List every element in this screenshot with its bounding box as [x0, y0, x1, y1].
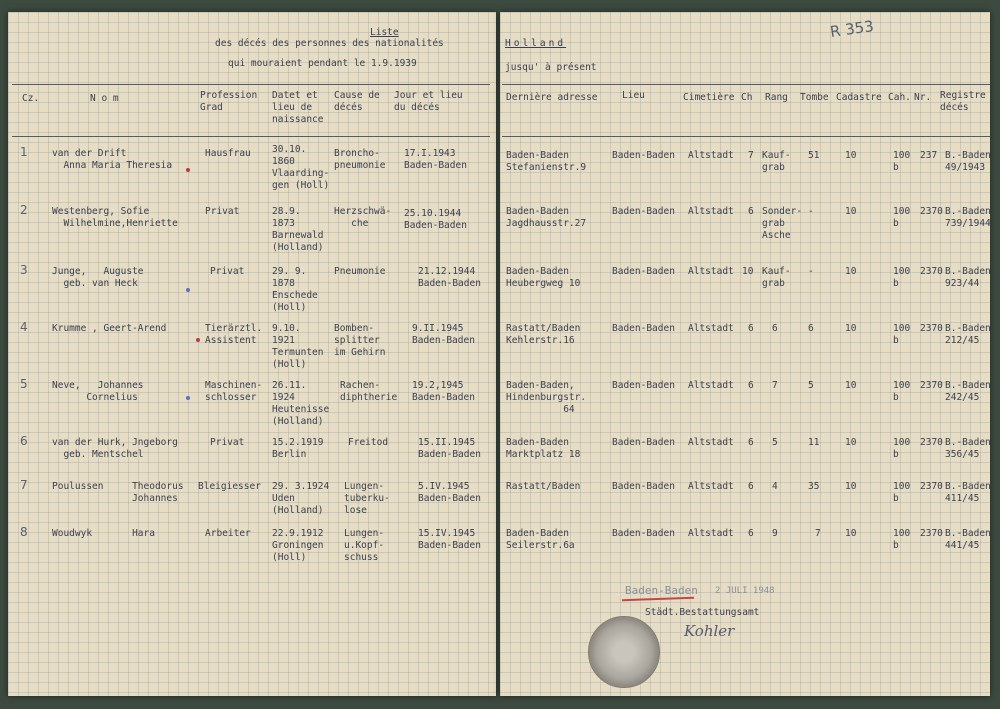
row-rang: Kauf- grab — [762, 150, 791, 173]
signature: Kohler — [684, 622, 735, 640]
row-death: 9.II.1945 Baden-Baden — [412, 323, 475, 346]
row-registre: B.-Baden 739/1944 — [945, 206, 991, 229]
row-tombe: 7 — [815, 528, 821, 539]
ink-dot — [186, 396, 190, 400]
row-tombe: - — [808, 206, 814, 217]
row-rang: Sonder- grab Asche — [762, 206, 803, 241]
row-name: Poulussen Theodorus Johannes — [52, 481, 184, 504]
row-lieu: Baden-Baden — [612, 437, 675, 448]
row-lieu: Baden-Baden — [612, 206, 675, 217]
row-no: 2370 — [920, 528, 943, 539]
row-cemetery: Altstadt — [688, 380, 734, 391]
row-profession: Privat — [210, 437, 245, 448]
row-profession: Tierärztl. Assistent — [205, 323, 263, 346]
title-date-line: qui mouraient pendant le 1.9.1939 — [228, 58, 417, 69]
row-birth: 15.2.1919 Berlin — [272, 437, 324, 460]
row-no: 237 — [920, 150, 938, 161]
row-number: 6 — [20, 434, 28, 448]
row-registre: B.-Baden 212/45 — [945, 323, 991, 346]
row-no: 2370 — [920, 437, 943, 448]
header-rule-top-right — [502, 84, 990, 85]
header-cemetery: Cimetière — [683, 92, 735, 103]
row-name: Woudwyk Hara — [52, 528, 155, 539]
row-ch: 7 — [748, 150, 754, 161]
row-address: Baden-Baden Jagdhausstr.27 — [506, 206, 587, 229]
row-cadastre: 10 — [845, 206, 857, 217]
row-cadastre: 10 — [845, 150, 857, 161]
header-death: Jour et lieu du décés — [394, 90, 463, 113]
row-lieu: Baden-Baden — [612, 323, 675, 334]
row-cause: Herzschwä- che — [334, 206, 392, 229]
row-cah: 100 b — [893, 266, 911, 289]
row-name: van der Hurk, Jngeborg geb. Mentschel — [52, 437, 178, 460]
row-cadastre: 10 — [845, 437, 857, 448]
row-registre: B.-Baden 923/44 — [945, 266, 991, 289]
row-address: Baden-Baden Heubergweg 10 — [506, 266, 581, 289]
row-tombe: 51 — [808, 150, 820, 161]
row-no: 2370 — [920, 323, 943, 334]
row-profession: Privat — [205, 206, 240, 217]
row-cemetery: Altstadt — [688, 481, 734, 492]
row-registre: B.-Baden 441/45 — [945, 528, 991, 551]
row-birth: 30.10. 1860 Vlaarding- gen (Holl) — [272, 144, 330, 191]
row-cadastre: 10 — [845, 380, 857, 391]
row-rang: 6 — [772, 323, 778, 334]
row-rang: 9 — [772, 528, 778, 539]
row-number: 7 — [20, 478, 28, 492]
header-lieu: Lieu — [622, 90, 645, 101]
row-death: 21.12.1944 Baden-Baden — [418, 266, 481, 289]
row-ch: 10 — [742, 266, 754, 277]
row-tombe: 11 — [808, 437, 820, 448]
row-cah: 100 b — [893, 150, 911, 173]
row-no: 2370 — [920, 266, 943, 277]
header-registre: Registre décés — [940, 90, 986, 113]
header-cah: Cah. — [888, 92, 911, 103]
row-number: 8 — [20, 525, 28, 539]
row-ch: 6 — [748, 206, 754, 217]
archive-ref-number: R 353 — [828, 17, 875, 41]
row-cemetery: Altstadt — [688, 323, 734, 334]
row-no: 2370 — [920, 206, 943, 217]
row-death: 15.IV.1945 Baden-Baden — [418, 528, 481, 551]
left-page — [8, 12, 496, 696]
row-rang: 5 — [772, 437, 778, 448]
row-death: 25.10.1944 Baden-Baden — [404, 208, 467, 231]
row-cah: 100 b — [893, 437, 911, 460]
header-rule-bottom-left — [12, 136, 490, 137]
header-cz: Cz. — [22, 93, 40, 104]
header-rang: Rang — [765, 92, 788, 103]
row-number: 5 — [20, 377, 28, 391]
row-name: Neve, Johannes Cornelius — [52, 380, 144, 403]
row-address: Baden-Baden, Hindenburgstr. 64 — [506, 380, 587, 415]
row-lieu: Baden-Baden — [612, 266, 675, 277]
list-title: Liste — [370, 27, 399, 38]
row-death: 15.II.1945 Baden-Baden — [418, 437, 481, 460]
row-rang: 4 — [772, 481, 778, 492]
row-cause: Rachen- diphtherie — [340, 380, 398, 403]
row-cause: Pneumonie — [334, 266, 386, 277]
row-cemetery: Altstadt — [688, 150, 734, 161]
header-rule-top-left — [12, 84, 490, 85]
row-registre: B.-Baden 49/1943 — [945, 150, 991, 173]
row-birth: 22.9.1912 Groningen (Holl) — [272, 528, 324, 563]
header-cadastre: Cadastre — [836, 92, 882, 103]
row-name: Junge, Auguste geb. van Heck — [52, 266, 144, 289]
row-name: van der Drift Anna Maria Theresia — [52, 148, 173, 171]
header-profession: Profession Grad — [200, 90, 258, 113]
row-cause: Bomben- splitter im Gehirn — [334, 323, 386, 358]
stamp-date: 2 JULI 1948 — [715, 586, 775, 596]
row-cadastre: 10 — [845, 481, 857, 492]
row-tombe: 6 — [808, 323, 814, 334]
row-address: Baden-Baden Stefanienstr.9 — [506, 150, 587, 173]
row-birth: 26.11. 1924 Heutenisse (Holland) — [272, 380, 330, 427]
ink-dot — [196, 338, 200, 342]
row-cadastre: 10 — [845, 528, 857, 539]
row-no: 2370 — [920, 481, 943, 492]
official-seal-stamp — [588, 616, 660, 688]
row-cemetery: Altstadt — [688, 528, 734, 539]
nationality-label: Holland — [505, 38, 567, 49]
stamp-city: Baden-Baden — [625, 584, 698, 597]
row-number: 1 — [20, 145, 28, 159]
row-death: 17.I.1943 Baden-Baden — [404, 148, 467, 171]
header-nom: N o m — [90, 93, 119, 104]
row-lieu: Baden-Baden — [612, 528, 675, 539]
row-cause: Freitod — [348, 437, 389, 448]
row-cemetery: Altstadt — [688, 437, 734, 448]
row-ch: 6 — [748, 528, 754, 539]
header-birth: Datet et lieu de naissance — [272, 90, 324, 125]
row-cause: Broncho- pneumonie — [334, 148, 386, 171]
row-number: 2 — [20, 203, 28, 217]
row-birth: 28.9. 1873 Barnewald (Holland) — [272, 206, 324, 253]
row-birth: 29. 3.1924 Uden (Holland) — [272, 481, 330, 516]
row-cause: Lungen- u.Kopf- schuss — [344, 528, 385, 563]
header-address: Dernière adresse — [506, 92, 598, 103]
row-registre: B.-Baden 242/45 — [945, 380, 991, 403]
row-birth: 9.10. 1921 Termunten (Holl) — [272, 323, 324, 370]
row-name: Westenberg, Sofie Wilhelmine,Henriette — [52, 206, 178, 229]
row-cah: 100 b — [893, 206, 911, 229]
row-lieu: Baden-Baden — [612, 481, 675, 492]
row-name: Krumme , Geert-Arend — [52, 323, 167, 334]
row-profession: Arbeiter — [205, 528, 251, 539]
row-cah: 100 b — [893, 323, 911, 346]
row-tombe: - — [808, 266, 814, 277]
row-number: 4 — [20, 320, 28, 334]
row-death: 19.2,1945 Baden-Baden — [412, 380, 475, 403]
row-cause: Lungen- tuberku- lose — [344, 481, 390, 516]
row-profession: Maschinen- schlosser — [205, 380, 263, 403]
row-address: Rastatt/Baden Kehlerstr.16 — [506, 323, 581, 346]
row-cadastre: 10 — [845, 266, 857, 277]
row-lieu: Baden-Baden — [612, 380, 675, 391]
row-number: 3 — [20, 263, 28, 277]
row-cemetery: Altstadt — [688, 266, 734, 277]
row-tombe: 5 — [808, 380, 814, 391]
row-rang: 7 — [772, 380, 778, 391]
row-registre: B.-Baden 411/45 — [945, 481, 991, 504]
row-ch: 6 — [748, 481, 754, 492]
row-cadastre: 10 — [845, 323, 857, 334]
ink-dot — [186, 168, 190, 172]
row-death: 5.IV.1945 Baden-Baden — [418, 481, 481, 504]
until-present: jusqu' à présent — [505, 62, 597, 73]
header-tombe: Tombe — [800, 92, 829, 103]
row-birth: 29. 9. 1878 Enschede (Holl) — [272, 266, 318, 313]
row-cah: 100 b — [893, 481, 911, 504]
row-tombe: 35 — [808, 481, 820, 492]
row-address: Baden-Baden Marktplatz 18 — [506, 437, 581, 460]
header-rule-bottom-right — [502, 136, 990, 137]
row-profession: Privat — [210, 266, 245, 277]
row-profession: Hausfrau — [205, 148, 251, 159]
row-ch: 6 — [748, 380, 754, 391]
row-ch: 6 — [748, 323, 754, 334]
row-cemetery: Altstadt — [688, 206, 734, 217]
row-lieu: Baden-Baden — [612, 150, 675, 161]
header-cause: Cause de décés — [334, 90, 380, 113]
row-no: 2370 — [920, 380, 943, 391]
row-profession: Bleigiesser — [198, 481, 261, 492]
office-name: Städt.Bestattungsamt — [645, 607, 760, 618]
header-ch: Ch — [741, 92, 753, 103]
row-cah: 100 b — [893, 380, 911, 403]
ink-dot — [186, 288, 190, 292]
row-ch: 6 — [748, 437, 754, 448]
row-cah: 100 b — [893, 528, 911, 551]
header-nr: Nr. — [914, 92, 932, 103]
row-rang: Kauf- grab — [762, 266, 791, 289]
title-subline: des décés des personnes des nationalités — [215, 38, 444, 49]
row-address: Rastatt/Baden — [506, 481, 581, 492]
row-address: Baden-Baden Seilerstr.6a — [506, 528, 575, 551]
row-registre: B.-Baden 356/45 — [945, 437, 991, 460]
